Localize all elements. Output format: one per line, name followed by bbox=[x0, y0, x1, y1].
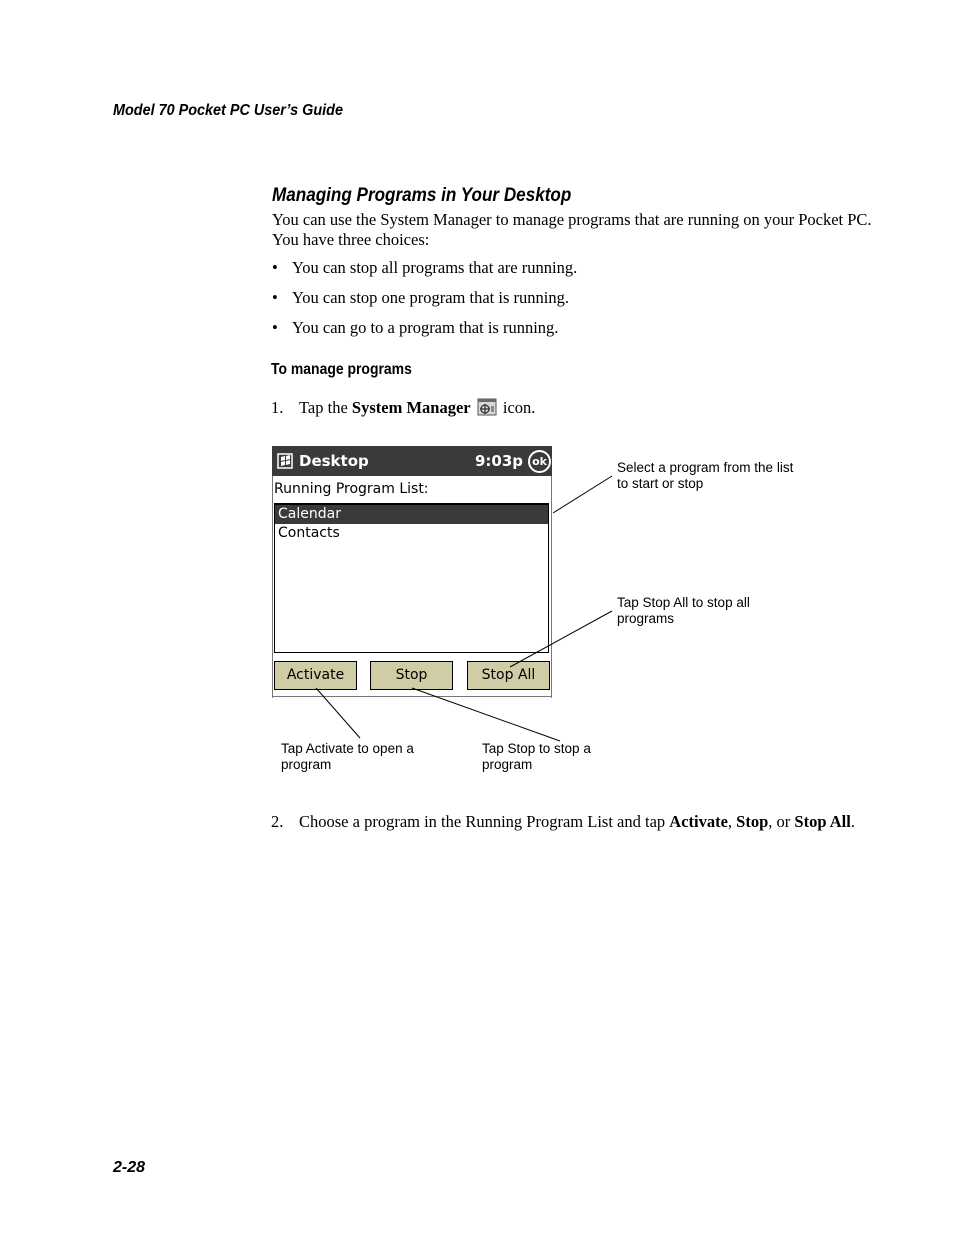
running-program-list-label: Running Program List: bbox=[274, 481, 429, 497]
system-manager-screen bbox=[272, 446, 552, 698]
app-title: Desktop bbox=[299, 452, 369, 470]
system-manager-icon bbox=[477, 398, 497, 416]
ok-button[interactable]: ok bbox=[528, 450, 551, 473]
screen-border bbox=[272, 476, 273, 698]
step-2: 2. Choose a program in the Running Program List and tap Activate, Stop, or Stop All. bbox=[271, 812, 855, 831]
running-head: Model 70 Pocket PC User’s Guide bbox=[113, 102, 343, 119]
callout-select-program: Select a program from the list to start or stop bbox=[617, 460, 794, 491]
stop-button[interactable]: Stop bbox=[370, 661, 453, 690]
section-title: Managing Programs in Your Desktop bbox=[272, 185, 572, 206]
start-flag-icon[interactable] bbox=[276, 452, 294, 470]
intro-paragraph: You can use the System Manager to manage programs that are running on your Pocket PC. You have three choices: bbox=[272, 210, 872, 249]
program-item-calendar[interactable]: Calendar bbox=[275, 505, 548, 524]
screen-border bbox=[551, 476, 552, 698]
leader-line-select bbox=[553, 476, 612, 513]
screen-border bbox=[272, 696, 552, 697]
callout-activate: Tap Activate to open a program bbox=[281, 741, 414, 772]
running-program-list[interactable] bbox=[274, 503, 549, 653]
step-1: 1. Tap the System Manager icon. bbox=[271, 398, 536, 417]
choices-list bbox=[272, 258, 577, 348]
callout-stop-all: Tap Stop All to stop all programs bbox=[617, 595, 750, 626]
procedure-heading: To manage programs bbox=[271, 361, 412, 378]
activate-button[interactable]: Activate bbox=[274, 661, 357, 690]
program-item-contacts[interactable]: Contacts bbox=[278, 525, 340, 541]
stop-all-button[interactable]: Stop All bbox=[467, 661, 550, 690]
title-bar bbox=[272, 446, 552, 476]
page-number: 2-28 bbox=[113, 1159, 146, 1176]
bullet-glyph: • bbox=[272, 258, 278, 277]
list-item: • You can stop all programs that are running. bbox=[272, 258, 578, 277]
clock[interactable]: 9:03p bbox=[475, 452, 524, 470]
callout-stop: Tap Stop to stop a program bbox=[482, 741, 591, 772]
bullet-glyph: • bbox=[272, 288, 278, 307]
list-item: • You can stop one program that is running. bbox=[272, 288, 569, 307]
bullet-glyph: • bbox=[272, 318, 278, 337]
list-item: • You can go to a program that is running. bbox=[272, 318, 559, 337]
